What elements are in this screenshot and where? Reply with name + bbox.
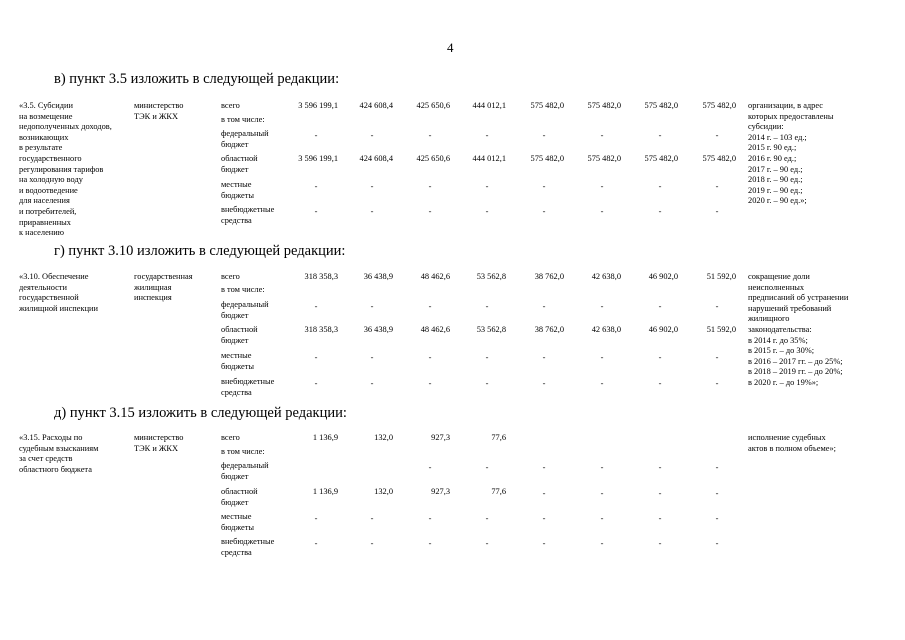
amount-y2019: -: [658, 379, 662, 388]
amount-y2019: 46 902,0: [648, 272, 678, 281]
funding-source-label: местные бюджеты: [221, 512, 255, 532]
measure-name: «3.15. Расходы по судебным взысканиям за счет средств областного бюджета: [19, 433, 99, 474]
amount-y2015: 425 650,6: [416, 154, 450, 163]
amount-y2015: -: [428, 207, 432, 216]
amount-y2016: -: [485, 131, 489, 140]
amount-y2015: -: [428, 131, 432, 140]
amount-y2016: -: [485, 302, 489, 311]
amount-y2016: 77,6: [491, 433, 506, 442]
amount-y2015: -: [428, 463, 432, 472]
amount-y2019: -: [658, 207, 662, 216]
amount-y2014: -: [370, 379, 374, 388]
amount-y2018: -: [600, 131, 604, 140]
funding-source-label: местные бюджеты: [221, 180, 255, 200]
amount-y2014: 36 438,9: [363, 325, 393, 334]
amount-y2016: 444 012,1: [472, 101, 506, 110]
amount-total: -: [314, 379, 318, 388]
amount-y2014: 132,0: [374, 487, 393, 496]
amount-y2019: -: [658, 489, 662, 498]
amount-y2017: -: [542, 539, 546, 548]
amount-y2016: -: [485, 514, 489, 523]
amount-total: 1 136,9: [312, 433, 338, 442]
amount-y2020: -: [715, 182, 719, 191]
expected-result: сокращение доли неисполненных предписаний об устранении нарушений требований жилищного законодательства: в 2014 г. до 35%; в 2015 г. – до 30%; в 2016 – 2017 гг. – до 25%; в 2018 – 2019 гг. – до 20%; в 2020 г. – до 19%»;: [748, 272, 849, 387]
amount-y2019: -: [658, 182, 662, 191]
amount-y2020: 51 592,0: [706, 325, 736, 334]
amount-y2018: -: [600, 379, 604, 388]
amount-total: 318 358,3: [304, 325, 338, 334]
amount-y2016: 53 562,8: [476, 272, 506, 281]
amount-y2017: -: [542, 489, 546, 498]
amount-y2017: -: [542, 131, 546, 140]
amount-y2020: 51 592,0: [706, 272, 736, 281]
amount-y2017: 38 762,0: [534, 325, 564, 334]
amount-y2019: -: [658, 302, 662, 311]
amount-y2018: 42 638,0: [591, 272, 621, 281]
amount-total: 3 596 199,1: [298, 154, 338, 163]
funding-source-label: всего: [221, 101, 240, 110]
amount-y2014: -: [370, 131, 374, 140]
amount-y2019: -: [658, 353, 662, 362]
amount-y2014: -: [370, 514, 374, 523]
amount-y2016: -: [485, 353, 489, 362]
amount-y2014: 424 608,4: [359, 154, 393, 163]
amount-y2016: -: [485, 539, 489, 548]
amount-y2019: 46 902,0: [648, 325, 678, 334]
amount-y2017: 575 482,0: [530, 101, 564, 110]
funding-source-label: внебюджетные средства: [221, 537, 275, 557]
amount-y2015: -: [428, 353, 432, 362]
amount-y2018: -: [600, 489, 604, 498]
amount-y2018: 575 482,0: [587, 101, 621, 110]
executor-name: государственная жилищная инспекция: [134, 272, 193, 303]
expected-result: организации, в адрес которых предоставлены субсидии: 2014 г. – 103 ед.; 2015 г. 90 ед.; 2016 г. 90 ед.; 2017 г. – 90 ед.; 2018 г. – 90 ед.; 2019 г. – 90 ед.; 2020 г. – 90 ед.»;: [748, 101, 834, 206]
amount-y2018: -: [600, 182, 604, 191]
amount-total: -: [314, 353, 318, 362]
amount-y2020: -: [715, 514, 719, 523]
amount-y2018: -: [600, 353, 604, 362]
funding-source-label: областной бюджет: [221, 487, 258, 507]
funding-source-label: в том числе:: [221, 115, 265, 124]
funding-source-label: федеральный бюджет: [221, 129, 269, 149]
amount-y2019: -: [658, 131, 662, 140]
amount-y2016: -: [485, 207, 489, 216]
amount-total: 318 358,3: [304, 272, 338, 281]
funding-source-label: местные бюджеты: [221, 351, 255, 371]
amount-y2020: -: [715, 131, 719, 140]
amount-y2014: -: [370, 207, 374, 216]
amount-y2014: 424 608,4: [359, 101, 393, 110]
amount-y2020: -: [715, 207, 719, 216]
measure-name: «3.10. Обеспечение деятельности государственной жилищной инспекции: [19, 272, 99, 313]
amount-y2014: 36 438,9: [363, 272, 393, 281]
amount-y2017: -: [542, 514, 546, 523]
amount-y2017: -: [542, 182, 546, 191]
amount-y2016: 77,6: [491, 487, 506, 496]
amount-total: -: [314, 182, 318, 191]
amount-total: -: [314, 207, 318, 216]
section-heading: г) пункт 3.10 изложить в следующей редакции:: [54, 243, 346, 259]
amount-y2014: 132,0: [374, 433, 393, 442]
amount-y2020: 575 482,0: [702, 101, 736, 110]
amount-y2014: -: [370, 182, 374, 191]
amount-y2018: -: [600, 514, 604, 523]
amount-y2016: 53 562,8: [476, 325, 506, 334]
amount-y2017: -: [542, 463, 546, 472]
amount-total: -: [314, 514, 318, 523]
amount-y2020: -: [715, 379, 719, 388]
amount-y2014: -: [370, 353, 374, 362]
amount-y2017: -: [542, 302, 546, 311]
amount-y2016: -: [485, 463, 489, 472]
executor-name: министерство ТЭК и ЖКХ: [134, 101, 184, 121]
amount-y2016: 444 012,1: [472, 154, 506, 163]
amount-total: -: [314, 131, 318, 140]
amount-y2015: -: [428, 182, 432, 191]
amount-y2017: -: [542, 379, 546, 388]
amount-y2014: -: [370, 539, 374, 548]
funding-source-label: в том числе:: [221, 285, 265, 294]
amount-y2017: 38 762,0: [534, 272, 564, 281]
amount-y2017: -: [542, 207, 546, 216]
section-heading: д) пункт 3.15 изложить в следующей редакции:: [54, 405, 347, 421]
funding-source-label: всего: [221, 433, 240, 442]
measure-name: «3.5. Субсидии на возмещение недополученных доходов, возникающих в результате государственного регулирования тарифов на холодную воду и водоотведение для населения и потребителей, приравненных к населению: [19, 101, 112, 238]
amount-total: 3 596 199,1: [298, 101, 338, 110]
funding-source-label: федеральный бюджет: [221, 300, 269, 320]
amount-y2020: -: [715, 302, 719, 311]
amount-total: 1 136,9: [312, 487, 338, 496]
section-heading: в) пункт 3.5 изложить в следующей редакции:: [54, 71, 340, 87]
amount-y2020: -: [715, 489, 719, 498]
page-number: 4: [447, 40, 454, 55]
amount-y2015: 48 462,6: [420, 325, 450, 334]
amount-y2014: -: [370, 302, 374, 311]
amount-y2017: -: [542, 353, 546, 362]
amount-y2018: -: [600, 463, 604, 472]
amount-total: -: [314, 539, 318, 548]
amount-y2019: -: [658, 514, 662, 523]
amount-y2020: 575 482,0: [702, 154, 736, 163]
amount-y2015: 48 462,6: [420, 272, 450, 281]
amount-y2015: 927,3: [431, 433, 450, 442]
amount-y2015: -: [428, 379, 432, 388]
amount-y2015: -: [428, 539, 432, 548]
amount-y2018: -: [600, 302, 604, 311]
amount-y2016: -: [485, 379, 489, 388]
funding-source-label: внебюджетные средства: [221, 377, 275, 397]
amount-y2019: 575 482,0: [644, 101, 678, 110]
amount-y2020: -: [715, 463, 719, 472]
funding-source-label: всего: [221, 272, 240, 281]
amount-y2017: 575 482,0: [530, 154, 564, 163]
expected-result: исполнение судебных актов в полном объеме»;: [748, 433, 836, 453]
amount-y2015: -: [428, 514, 432, 523]
amount-y2020: -: [715, 353, 719, 362]
amount-y2015: 425 650,6: [416, 101, 450, 110]
funding-source-label: внебюджетные средства: [221, 205, 275, 225]
amount-y2018: -: [600, 539, 604, 548]
funding-source-label: в том числе:: [221, 447, 265, 456]
amount-y2018: 575 482,0: [587, 154, 621, 163]
amount-y2020: -: [715, 539, 719, 548]
executor-name: министерство ТЭК и ЖКХ: [134, 433, 184, 453]
funding-source-label: федеральный бюджет: [221, 461, 269, 481]
amount-y2018: 42 638,0: [591, 325, 621, 334]
amount-y2019: 575 482,0: [644, 154, 678, 163]
amount-y2015: -: [428, 302, 432, 311]
amount-y2019: -: [658, 539, 662, 548]
amount-total: -: [314, 302, 318, 311]
amount-y2018: -: [600, 207, 604, 216]
funding-source-label: областной бюджет: [221, 154, 258, 174]
amount-y2019: -: [658, 463, 662, 472]
amount-y2015: 927,3: [431, 487, 450, 496]
amount-y2016: -: [485, 182, 489, 191]
funding-source-label: областной бюджет: [221, 325, 258, 345]
